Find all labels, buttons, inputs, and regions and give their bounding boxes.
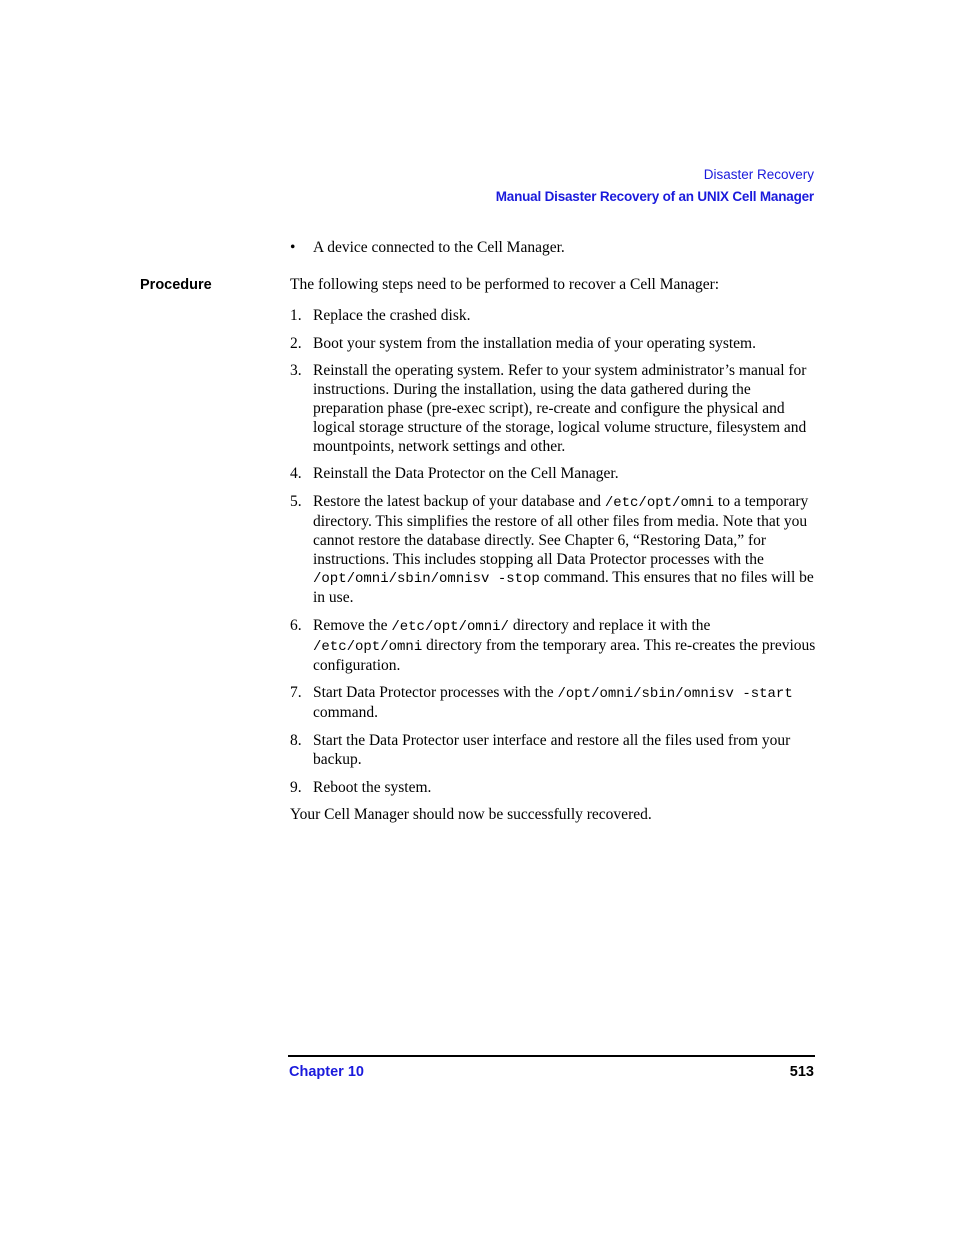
step-text: command. This ensures that no files will be in use. <box>313 569 814 607</box>
footer-chapter: Chapter 10 <box>289 1064 364 1080</box>
step-text: Boot your system from the installation media of your operating system. <box>313 334 756 352</box>
path-code: /etc/opt/omni <box>313 638 423 655</box>
page-number: 513 <box>789 1064 814 1080</box>
procedure-body <box>290 276 816 837</box>
step-number: 5. <box>290 493 302 511</box>
conclusion-paragraph: Your Cell Manager should now be successfully recovered. <box>290 806 652 824</box>
step-text: Reinstall the operating system. Refer to your system administrator’s manual for instructions. During the installation, using the data gathered during the preparation phase (pre-exec script), re-create and configure the physical and logical storage structure of the storage, logical volume structure, filesystem and mountpoints, network settings and other. <box>313 362 807 455</box>
step-text: Reboot the system. <box>313 778 432 796</box>
step-number: 3. <box>290 362 302 380</box>
procedure-label: Procedure <box>140 277 212 293</box>
bullet-icon: • <box>290 239 296 256</box>
running-header <box>496 166 814 206</box>
step-text: Reinstall the Data Protector on the Cell Manager. <box>313 465 619 483</box>
step-item <box>290 684 816 723</box>
step-item <box>290 465 816 484</box>
step-text: Replace the crashed disk. <box>313 306 471 324</box>
step-item <box>290 362 816 456</box>
step-text: Start the Data Protector user interface and restore all the files used from your backup. <box>313 731 791 768</box>
bullet-item <box>290 238 565 257</box>
step-text: Start Data Protector processes with the <box>313 684 558 702</box>
step-item <box>290 732 816 770</box>
step-item <box>290 335 816 354</box>
step-text: directory from the temporary area. This re-creates the previous configuration. <box>313 636 816 674</box>
path-code: /etc/opt/omni <box>604 495 715 512</box>
step-text: directory and replace it with the <box>508 616 711 634</box>
command-code: /opt/omni/sbin/omnisv -start <box>557 686 793 703</box>
step-text: Remove the <box>313 616 392 634</box>
step-text: Restore the latest backup of your database and <box>313 493 605 511</box>
footer-divider <box>288 1055 815 1057</box>
step-number: 1. <box>290 306 302 324</box>
step-number: 2. <box>290 334 302 352</box>
step-item <box>290 617 816 675</box>
intro-paragraph: The following steps need to be performed to recover a Cell Manager: <box>290 276 720 293</box>
step-number: 4. <box>290 465 302 483</box>
step-text: command. <box>313 704 378 722</box>
step-number: 9. <box>290 778 302 796</box>
bullet-text: A device connected to the Cell Manager. <box>313 239 565 256</box>
step-item <box>290 779 816 798</box>
header-section-title: Manual Disaster Recovery of an UNIX Cell Manager <box>495 189 814 204</box>
header-chapter-title: Disaster Recovery <box>703 167 814 182</box>
path-code: /etc/opt/omni/ <box>391 618 509 635</box>
step-number: 6. <box>290 616 302 634</box>
step-item <box>290 307 816 326</box>
step-text: to a temporary directory. This simplifies the restore of all other files from media. Note that you cannot restore the database directly. See Chapter 6, “Restoring Data,” for instructions. This includes stopping all Data Protector processes with the <box>313 493 809 568</box>
steps-list <box>290 307 816 798</box>
step-item <box>290 493 816 608</box>
step-number: 7. <box>290 684 302 702</box>
step-number: 8. <box>290 731 302 749</box>
command-code: /opt/omni/sbin/omnisv -stop <box>313 571 540 588</box>
